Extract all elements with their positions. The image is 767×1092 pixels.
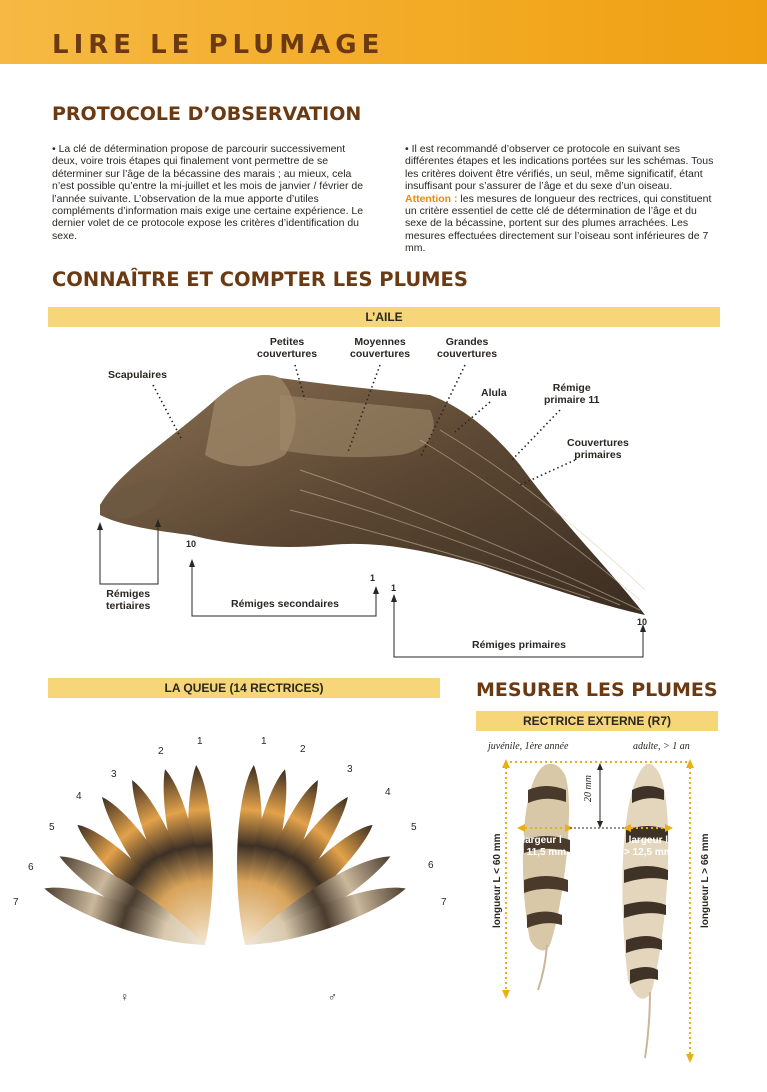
tail-band: LA QUEUE (14 RECTRICES) (48, 678, 440, 698)
page-title: LIRE LE PLUMAGE (52, 30, 385, 60)
wing-band: L’AILE (48, 307, 720, 327)
male-symbol: ♂ (328, 990, 337, 1004)
juvenile-feather-illustration (523, 764, 570, 990)
label-petites-couvertures: Petites couvertures (257, 336, 318, 360)
label-remiges-tertiaires: Rémiges tertiaires (106, 588, 151, 612)
count-section-title: CONNAÎTRE ET COMPTER LES PLUMES (52, 268, 468, 291)
tail-female-num-2: 2 (158, 746, 164, 757)
protocol-col2-text: • Il est recommandé d’observer ce protocole en suivant ses différentes étapes et les indications portées sur les schémas. Tous les critères doivent être vérifiés, un seul, même significatif, étant insuffisant pour s’assurer de l’âge et du sexe d’un oiseau. (405, 143, 714, 193)
label-alula: Alula (481, 387, 507, 399)
label-scapulaires: Scapulaires (108, 369, 167, 381)
num-secondary-1: 1 (370, 573, 376, 583)
tail-male-num-4: 4 (385, 787, 391, 798)
adult-width: largeur l > 12,5 mm (624, 835, 673, 858)
tail-female-num-7: 7 (13, 897, 19, 908)
female-symbol: ♀ (120, 990, 129, 1004)
adult-feather-illustration (622, 764, 668, 1058)
attention-label: Attention : (405, 192, 458, 205)
tail-male-num-1: 1 (261, 736, 267, 747)
num-primary-1: 1 (391, 583, 397, 593)
tail-male-illustration (226, 764, 410, 952)
tail-male-num-6: 6 (428, 860, 434, 871)
protocol-title: PROTOCOLE D’OBSERVATION (52, 103, 362, 125)
label-grandes-couvertures: Grandes couvertures (437, 336, 498, 360)
juvenile-label: juvénile, 1ère année (488, 741, 569, 752)
tail-female-num-3: 3 (111, 769, 117, 780)
num-secondary-10: 10 (186, 539, 197, 549)
tail-female-num-5: 5 (49, 822, 55, 833)
juvenile-width: largeur l < 11,5 mm (518, 835, 567, 858)
tail-male-num-2: 2 (300, 744, 306, 755)
adult-length: longueur L > 66 mm (700, 833, 711, 928)
label-remiges-primaires: Rémiges primaires (472, 639, 566, 651)
label-moyennes-couvertures: Moyennes couvertures (350, 336, 411, 360)
tail-male-num-5: 5 (411, 822, 417, 833)
adult-label: adulte, > 1 an (633, 741, 690, 752)
distance-20mm: 20 mm (583, 775, 594, 802)
label-couvertures-primaires: Couvertures primaires (567, 437, 629, 461)
tail-male-num-3: 3 (347, 764, 353, 775)
protocol-col1: • La clé de détermination propose de parcourir successivement deux, voire trois étapes qui finalement vont permettre de se déterminer sur l’âge de la bécassine des marais ; au mieux, cela n’est possible qu’entre la mi-juillet et les mois de janvier / février de l’année suivante. L’observation de la mue apporte d’utiles compléments d’information mais exige une certaine expérience. Le dernier volet de ce protocole expose les critères d’identification du sexe. (52, 143, 364, 242)
measure-title: MESURER LES PLUMES (476, 679, 718, 701)
label-remige-primaire-11: Rémige primaire 11 (544, 382, 600, 406)
tail-female-num-1: 1 (197, 736, 203, 747)
tail-female-num-6: 6 (28, 862, 34, 873)
measure-band: RECTRICE EXTERNE (R7) (476, 711, 718, 731)
juvenile-length: longueur L < 60 mm (492, 833, 503, 928)
tail-male-num-7: 7 (441, 897, 447, 908)
attention-text: les mesures de longueur des rectrices, qui constituent un critère essentiel de cette clé de détermination de l’âge et du sexe de la bécassine, portent sur des plumes arrachées. Les mesures effectuées directement sur l’oiseau sont inférieures de 7 mm. (405, 192, 712, 255)
num-primary-10: 10 (637, 617, 648, 627)
label-remiges-secondaires: Rémiges secondaires (231, 598, 339, 610)
tail-female-num-4: 4 (76, 791, 82, 802)
tail-female-illustration (40, 764, 224, 952)
